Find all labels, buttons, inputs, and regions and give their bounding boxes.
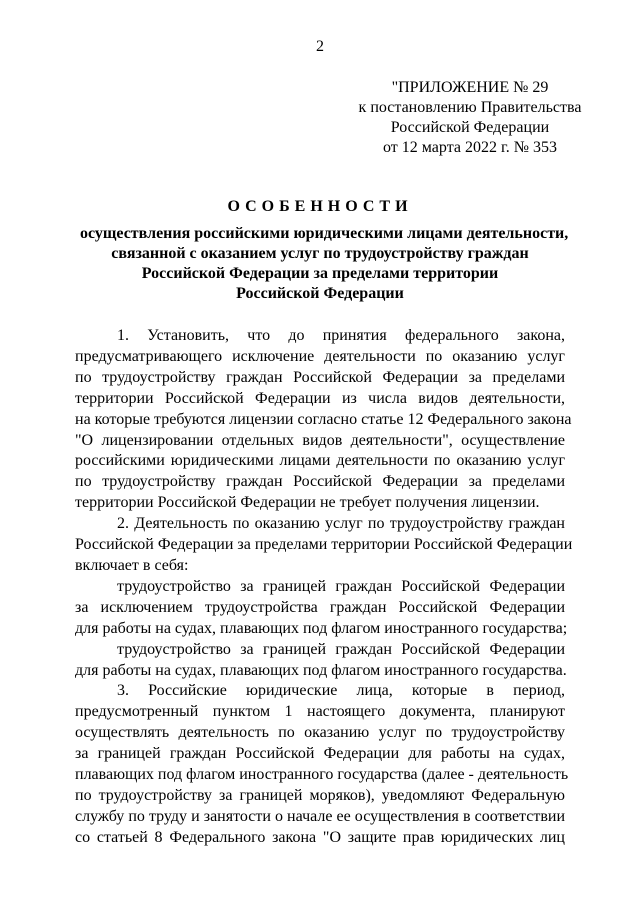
paragraph-line: для работы на судах, плавающих под флагом иностранного государства. xyxy=(75,661,567,679)
paragraph-line: российскими юридическими лицами деятельности по оказанию услуг xyxy=(75,452,565,470)
paragraph-4 xyxy=(75,640,565,682)
paragraph-line: службу по труду и занятости о начале ее осуществления в соответствии xyxy=(75,807,565,825)
appendix-header xyxy=(340,78,600,158)
paragraph-line: территории Российской Федерации из числа видов деятельности, xyxy=(75,389,565,407)
paragraph-line: 3. Российские юридические лица, которые в период, xyxy=(117,682,565,700)
paragraph-line: "О лицензировании отдельных видов деятельности", осуществление xyxy=(75,431,565,449)
paragraph-line: трудоустройство за границей граждан Российской Федерации xyxy=(117,640,565,658)
paragraph-line: за исключением трудоустройства граждан Российской Федерации xyxy=(75,598,565,616)
paragraph-line: 1. Установить, что до принятия федерального закона, xyxy=(117,327,565,344)
paragraph-line: со статьей 8 Федерального закона "О защите прав юридических лиц xyxy=(75,828,565,846)
paragraph-line: территории Российской Федерации не требует получения лицензии. xyxy=(75,494,540,512)
document-subtitle xyxy=(80,224,569,304)
paragraph-line: трудоустройство за границей граждан Российской Федерации xyxy=(117,577,565,595)
subtitle-line: Российской Федерации за пределами территории xyxy=(141,265,499,282)
paragraph-line: осуществлять деятельность по оказанию услуг по трудоустройству xyxy=(75,724,565,742)
appendix-line: Российской Федерации xyxy=(390,119,550,136)
paragraph-1 xyxy=(75,326,572,514)
subtitle-line: Российской Федерации xyxy=(236,285,404,302)
paragraph-line: по трудоустройству граждан Российской Федерации за пределами xyxy=(75,473,565,491)
document-title: ОСОБЕННОСТИ xyxy=(227,198,413,215)
paragraph-line: на которые требуются лицензии согласно статье 12 Федерального закона xyxy=(75,410,572,428)
subtitle-line: связанной с оказанием услуг по трудоустройству граждан xyxy=(111,245,529,262)
subtitle-line: осуществления российскими юридическими лицами деятельности, xyxy=(80,225,569,242)
paragraph-line: по трудоустройству за границей моряков), уведомляют Федеральную xyxy=(75,786,565,804)
paragraph-line: 2. Деятельность по оказанию услуг по трудоустройству граждан xyxy=(117,515,565,533)
appendix-line: "ПРИЛОЖЕНИЕ № 29 xyxy=(391,79,549,96)
paragraph-line: включает в себя: xyxy=(75,556,189,574)
paragraph-line: по трудоустройству граждан Российской Федерации за пределами xyxy=(75,368,565,386)
page-number: 2 xyxy=(316,38,324,55)
paragraph-2 xyxy=(75,514,573,577)
appendix-line: от 12 марта 2022 г. № 353 xyxy=(383,139,557,156)
paragraph-line: предусматривающего исключение деятельности по оказанию услуг xyxy=(75,347,565,365)
paragraph-line: за границей граждан Российской Федерации для работы на судах, xyxy=(75,745,565,763)
paragraph-line: Российской Федерации за пределами территории Российской Федерации xyxy=(75,536,573,554)
document-body xyxy=(75,326,573,849)
paragraph-5 xyxy=(75,681,569,848)
paragraph-3 xyxy=(75,577,568,640)
paragraph-line: плавающих под флагом иностранного государства (далее - деятельность xyxy=(75,766,569,784)
paragraph-line: предусмотренный пунктом 1 настоящего документа, планируют xyxy=(75,703,565,721)
paragraph-line: для работы на судах, плавающих под флагом иностранного государства; xyxy=(75,619,568,637)
appendix-line: к постановлению Правительства xyxy=(358,99,582,116)
